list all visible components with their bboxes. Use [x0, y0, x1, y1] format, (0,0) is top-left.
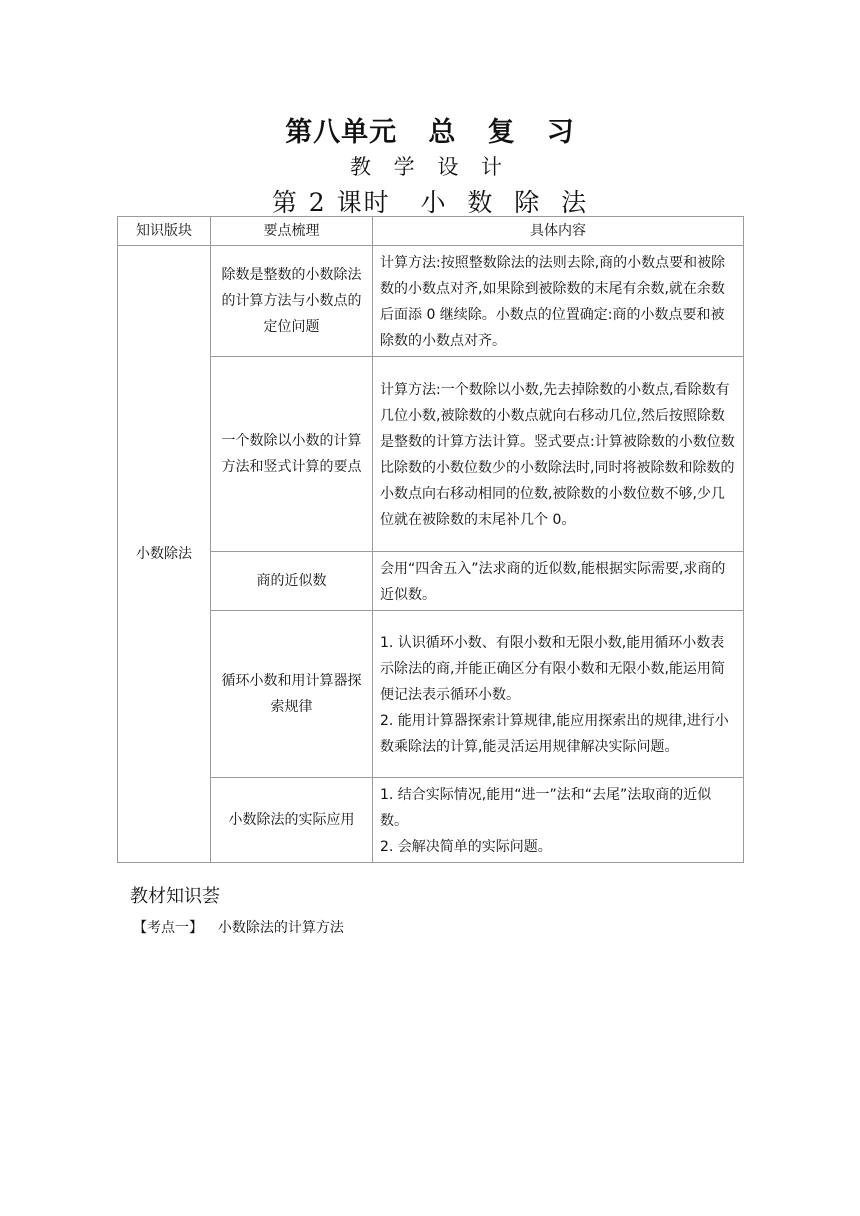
key-point-cell: 商的近似数: [211, 552, 373, 611]
key-point-cell: 小数除法的实际应用: [211, 778, 373, 863]
header-key-points: 要点梳理: [211, 217, 373, 246]
detail-text: 计算方法:一个数除以小数,先去掉除数的小数点,看除数有几位小数,被除数的小数点就向右移动几位,然后按照除数是整数的计算方法计算。竖式要点:计算被除数的小数位数比除数的小数位数少的小数除法时,同时将被除数和除数的小数点向右移动相同的位数,被除数的小数位数不够,少几位就在被除数的末尾补几个 0。: [380, 382, 735, 528]
header-knowledge-block: 知识版块: [118, 217, 211, 246]
detail-cell: [373, 552, 744, 611]
detail-text: 2. 会解决简单的实际问题。: [380, 839, 552, 855]
unit-title: 第八单元 总 复 习: [285, 117, 575, 148]
table-row: [118, 357, 744, 552]
summary-table: [117, 216, 744, 863]
detail-text: 会用“四舍五入”法求商的近似数,能根据实际需要,求商的近似数。: [380, 561, 726, 603]
key-point-cell: 除数是整数的小数除法的计算方法与小数点的定位问题: [211, 246, 373, 357]
table-row: [118, 778, 744, 863]
detail-text: 2. 能用计算器探索计算规律,能应用探索出的规律,进行小数乘除法的计算,能灵活运用规律解决实际问题。: [380, 713, 729, 755]
lesson-title: 第 2 课时 小 数 除 法: [271, 188, 589, 217]
detail-cell: [373, 246, 744, 357]
kaodian-line: [133, 917, 344, 937]
kaodian-label: 【考点一】: [133, 920, 203, 936]
detail-cell: [373, 611, 744, 778]
kaodian-title: 小数除法的计算方法: [217, 920, 344, 936]
key-point-cell: 一个数除以小数的计算方法和竖式计算的要点: [211, 357, 373, 552]
knowledge-block-cell: 小数除法: [118, 246, 211, 863]
header-details: 具体内容: [373, 217, 744, 246]
table-row: [118, 552, 744, 611]
table-row: [118, 246, 744, 357]
key-point-cell: 循环小数和用计算器探索规律: [211, 611, 373, 778]
table-header-row: [118, 217, 744, 246]
detail-cell: [373, 357, 744, 552]
design-title: 教 学 设 计: [349, 155, 511, 179]
table-row: [118, 611, 744, 778]
section-heading: 教材知识荟: [130, 886, 220, 907]
detail-text: 计算方法:按照整数除法的法则去除,商的小数点要和被除数的小数点对齐,如果除到被除数的末尾有余数,就在余数后面添 0 继续除。小数点的位置确定:商的小数点要和被除数的小数点对齐。: [380, 255, 726, 349]
detail-text: 1. 结合实际情况,能用“进一”法和“去尾”法取商的近似数。: [380, 787, 712, 829]
detail-text: 1. 认识循环小数、有限小数和无限小数,能用循环小数表示除法的商,并能正确区分有限小数和无限小数,能运用简便记法表示循环小数。: [380, 635, 725, 703]
detail-cell: [373, 778, 744, 863]
